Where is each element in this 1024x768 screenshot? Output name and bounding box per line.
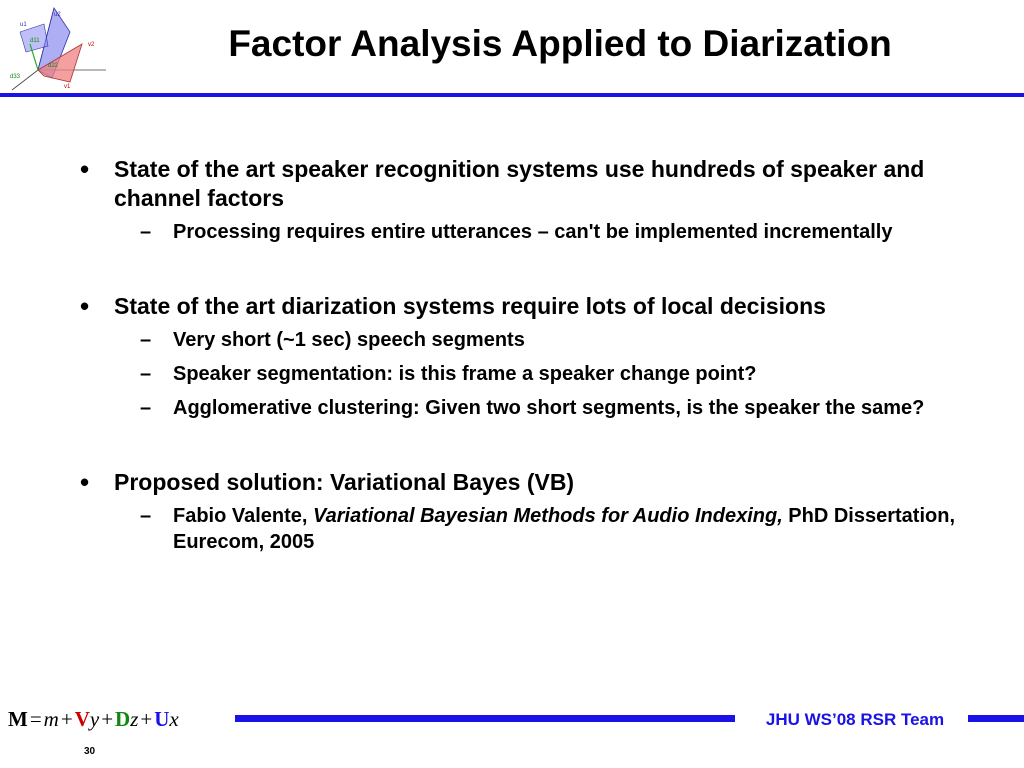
- eq-y: y: [89, 707, 100, 731]
- axis-line: [12, 70, 38, 90]
- sub-bullet-item: – Agglomerative clustering: Given two short segments, is the speaker the same?: [140, 395, 960, 421]
- bullet-item: • Proposed solution: Variational Bayes (VB): [80, 468, 960, 497]
- logo-label: v1: [64, 84, 71, 90]
- citation-source: PhD Dissertation, Eurecom, 2005: [173, 505, 956, 553]
- bullet-item: • State of the art diarization systems require lots of local decisions: [80, 292, 960, 321]
- team-credit: JHU WS’08 RSR Team: [765, 710, 945, 729]
- sub-bullet-item: – Speaker segmentation: is this frame a speaker change point?: [140, 361, 960, 387]
- logo-label: u1: [20, 22, 27, 28]
- footer-rule-right: [968, 715, 1024, 722]
- eq-plus: +: [140, 707, 153, 731]
- eq-equals: =: [29, 707, 42, 731]
- eq-m: m: [43, 707, 59, 731]
- logo-label: v2: [88, 42, 95, 48]
- slide-title: Factor Analysis Applied to Diarization: [228, 23, 892, 64]
- sub-bullet-item: – Processing requires entire utterances – can't be implemented incrementally: [140, 219, 960, 245]
- logo-label: d33: [10, 74, 21, 80]
- eq-plus: +: [101, 707, 114, 731]
- logo-label: d22: [48, 63, 59, 69]
- eq-D: D: [115, 707, 131, 731]
- eq-x: x: [169, 707, 179, 731]
- title-divider: [0, 93, 1024, 97]
- eq-M: M: [8, 707, 28, 731]
- factor-model-equation: [8, 706, 179, 732]
- logo-label: u2: [54, 12, 61, 18]
- citation-author: Fabio Valente,: [173, 505, 314, 527]
- page-number: 30: [84, 746, 96, 757]
- eq-plus: +: [60, 707, 73, 731]
- eq-U: U: [154, 707, 170, 731]
- eq-z: z: [130, 707, 139, 731]
- eq-V: V: [74, 707, 90, 731]
- footer-rule-left: [235, 715, 735, 722]
- factor-planes-logo: [8, 4, 112, 92]
- sub-bullet-item: – Very short (~1 sec) speech segments: [140, 327, 960, 353]
- slide-body: [80, 155, 960, 555]
- bullet-item: • State of the art speaker recognition systems use hundreds of speaker and channel factors: [80, 155, 960, 213]
- citation-title: Variational Bayesian Methods for Audio Indexing,: [313, 505, 783, 527]
- logo-label: d11: [30, 38, 40, 44]
- sub-bullet-citation: [140, 503, 960, 555]
